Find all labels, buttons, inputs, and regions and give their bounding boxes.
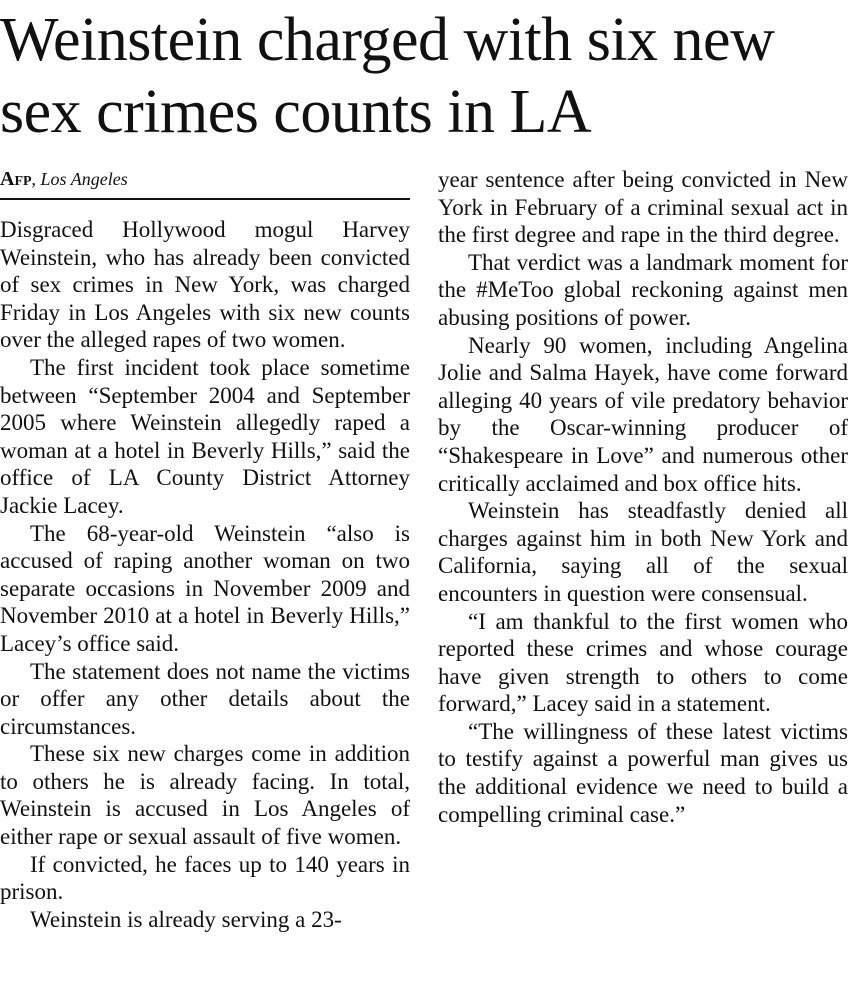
article-column-left — [0, 216, 410, 933]
paragraph: year sentence after being convicted in New York in February of a criminal sexual act in the first degree and rape in the third degree. — [438, 167, 848, 248]
paragraph: Weinstein is already serving a 23- — [30, 906, 342, 932]
paragraph: These six new charges come in addition to others he is already facing. In total, Weinstein is accused in Los Angeles of either rape or sexual assault of five women. — [0, 741, 410, 850]
byline — [0, 166, 410, 200]
paragraph: If convicted, he faces up to 140 years in prison. — [0, 851, 410, 905]
byline-agency: Afp — [0, 168, 32, 190]
paragraph: Nearly 90 women, including Angelina Jolie and Salma Hayek, have come forward alleging 40 years of vile predatory behavior by the Oscar-winning producer of “Shakespeare in Love” and numerous other critically acclaimed and box office hits. — [438, 332, 848, 496]
headline: Weinstein charged with six new sex crimes counts in LA — [0, 6, 775, 146]
paragraph: The statement does not name the victims or offer any other details about the circumstances. — [0, 658, 410, 739]
paragraph: “The willingness of these latest victims to testify against a powerful man gives us the additional evidence we need to build a compelling criminal case.” — [438, 718, 848, 827]
byline-separator: , — [31, 169, 37, 189]
paragraph: Disgraced Hollywood mogul Harvey Weinstein, who has already been convicted of sex crimes in New York, was charged Friday in Los Angeles with six new counts over the alleged rapes of two women. — [0, 217, 410, 353]
paragraph: Weinstein has steadfastly denied all charges against him in both New York and California, saying all of the sexual encounters in question were consensual. — [438, 498, 848, 606]
article-column-right — [438, 166, 848, 828]
paragraph: That verdict was a landmark moment for the #MeToo global reckoning against men abusing positions of power. — [438, 249, 848, 330]
paragraph: “I am thankful to the first women who reported these crimes and whose courage have given strength to others to come forward,” Lacey said in a statement. — [438, 608, 848, 717]
paragraph: The first incident took place sometime between “September 2004 and September 2005 where Weinstein allegedly raped a woman at a hotel in Beverly Hills,” said the office of LA County District Attorney Jackie Lacey. — [0, 354, 410, 518]
byline-location: Los Angeles — [40, 169, 128, 189]
paragraph: The 68-year-old Weinstein “also is accused of raping another woman on two separate occasions in November 2009 and November 2010 at a hotel in Beverly Hills,” Lacey’s office said. — [0, 520, 410, 656]
